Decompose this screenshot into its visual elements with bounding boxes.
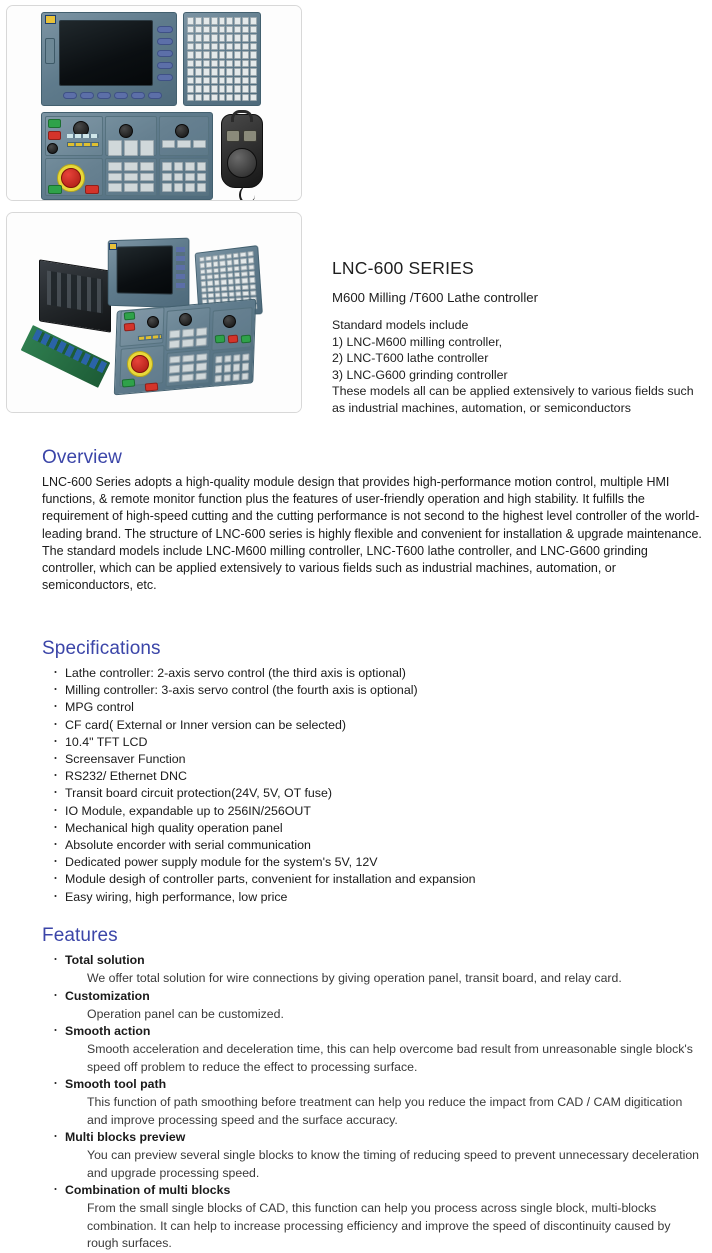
operation-panel-power-on-button [48, 185, 62, 194]
list-item: ・ 10.4" TFT LCD [52, 734, 704, 751]
operation-panel-axis-selector-knob [179, 313, 192, 326]
feature-description: Operation panel can be customized. [87, 1006, 284, 1021]
operation-panel-mode-selector-knob [47, 143, 58, 154]
operation-panel-jog-keypad [169, 327, 207, 348]
display-unit-lcd [117, 245, 173, 294]
operation-panel-numpad-left [169, 353, 208, 382]
overview-paragraph-2: The standard models include LNC-M600 milling controller, LNC-T600 lathe controller, and LNC-G600 grinding controller, which can be applied extensively to various fields such as industrial machines, automation, or semiconductors, etc. [42, 543, 648, 593]
product-model-line-0: Standard models include [332, 318, 469, 332]
list-item [52, 952, 704, 988]
specifications-heading: Specifications [42, 638, 161, 659]
display-unit-lcd [59, 20, 153, 86]
product-note: These models all can be applied extensively to various fields such as industrial machines, automation, or semiconductors [332, 384, 694, 415]
feature-title: Combination of multi blocks [65, 1183, 231, 1198]
feature-description: Smooth acceleration and deceleration time, this can help overcome bad result from unreasonable single block's speed off problem to reduce the effect to processing surface. [87, 1042, 693, 1074]
list-item: ・ Absolute encorder with serial communication [52, 837, 704, 854]
list-item: ・ Module desigh of controller parts, convenient for installation and expansion [52, 871, 704, 888]
display-softkey-bottom-2 [80, 92, 94, 99]
list-item: ・ Milling controller: 3-axis servo control (the fourth axis is optional) [52, 682, 704, 699]
feature-title: Total solution [65, 953, 145, 967]
overview-section [42, 447, 704, 594]
feature-description: You can preview several single blocks to know the timing of reducing speed to prevent unnecessary deceleration and upgrade processing speed. [87, 1148, 700, 1180]
features-section [42, 925, 704, 1253]
operation-panel-jog-keypad [108, 140, 154, 156]
list-item: ・ Mechanical high quality operation panel [52, 820, 704, 837]
list-item: ・ Screensaver Function [52, 751, 704, 768]
display-softkey-bottom-4 [114, 92, 128, 99]
display-softkey-right-5 [157, 74, 173, 81]
features-heading: Features [42, 925, 118, 946]
operation-panel-cycle-start-button [48, 119, 61, 128]
mpg-axis-selector-right [243, 130, 257, 142]
mpg-handwheel-dial [227, 148, 257, 178]
display-softkey-bottom-6 [148, 92, 162, 99]
display-softkey-right-4 [157, 62, 173, 69]
operation-panel-mode-selector-knob [147, 316, 159, 328]
emergency-stop-button [61, 168, 81, 188]
list-item [52, 1129, 704, 1182]
display-unit-logo [45, 15, 56, 24]
operation-panel-power-on-button [122, 378, 136, 387]
list-item [52, 1023, 704, 1076]
operation-panel-spindle-keypad [162, 140, 206, 148]
operation-panel-led-row [67, 134, 99, 138]
mpg-cable [239, 186, 255, 201]
product-model-list [332, 317, 706, 417]
operation-panel-power-off-button [145, 382, 159, 391]
display-unit-card-slot [45, 38, 55, 64]
list-item: ・ Easy wiring, high performance, low price [52, 889, 704, 906]
list-item: ・ Lathe controller: 2-axis servo control (the third axis is optional) [52, 665, 704, 682]
specifications-section [42, 638, 704, 906]
list-item [52, 1182, 704, 1252]
feature-title: Smooth tool path [65, 1077, 167, 1092]
operation-panel-power-off-button [85, 185, 99, 194]
display-softkey-right-3 [157, 50, 173, 57]
display-softkey-bottom-1 [63, 92, 77, 99]
operation-panel-axis-selector-knob [119, 124, 133, 138]
operation-panel-cycle-start-button [124, 312, 136, 321]
operation-panel-spindle-override-knob [175, 124, 189, 138]
emergency-stop-button [131, 355, 149, 373]
list-item: ・ Transit board circuit protection(24V, 5V, OT fuse) [52, 785, 704, 802]
keyboard-key-grid [187, 17, 257, 101]
overview-heading: Overview [42, 447, 122, 468]
cnc-parts-front-view [7, 6, 301, 200]
feature-description: From the small single blocks of CAD, this function can help you process across single block, multi-blocks combination. It can help to increase processing efficiency and improve the speed of discontinuity caused by rough surfaces. [87, 1201, 671, 1251]
list-item: ・ MPG control [52, 699, 704, 716]
operation-panel-numpad-right [215, 353, 250, 382]
operation-panel-spindle-ccw-button [241, 335, 252, 344]
display-unit-softkeys [176, 247, 185, 291]
product-image-top[interactable] [6, 5, 302, 201]
display-unit-logo [109, 243, 117, 250]
product-model-line-1: 1) LNC-M600 milling controller, [332, 334, 503, 349]
list-item: ・ RS232/ Ethernet DNC [52, 768, 704, 785]
list-item [52, 1076, 704, 1129]
cnc-parts-perspective-view [7, 213, 301, 412]
list-item [52, 988, 704, 1024]
operation-panel-feed-hold-button [124, 323, 136, 332]
operation-panel-feed-hold-button [48, 131, 61, 140]
display-softkey-bottom-5 [131, 92, 145, 99]
operation-panel-numpad-left [108, 162, 154, 192]
display-softkey-right-1 [157, 26, 173, 33]
operation-panel-numpad-right [162, 162, 206, 192]
mpg-handle [231, 110, 253, 122]
display-softkey-bottom-3 [97, 92, 111, 99]
operation-panel-indicator-lamps [67, 142, 99, 147]
list-item: ・ CF card( External or Inner version can be selected) [52, 717, 704, 734]
product-title: LNC-600 SERIES [332, 258, 474, 278]
feature-description: We offer total solution for wire connections by giving operation panel, transit board, and relay card. [87, 971, 622, 986]
display-softkey-right-2 [157, 38, 173, 45]
mpg-axis-selector-left [226, 130, 240, 142]
product-image-bottom[interactable] [6, 212, 302, 413]
operation-panel-spindle-override-knob [223, 315, 236, 328]
specifications-list [42, 665, 704, 906]
product-subtitle: M600 Milling /T600 Lathe controller [332, 290, 538, 305]
feature-title: Customization [65, 988, 150, 1003]
list-item: ・ IO Module, expandable up to 256IN/256OUT [52, 803, 704, 820]
features-list [42, 952, 704, 1253]
overview-paragraph-1: LNC-600 Series adopts a high-quality module design that provides high-performance motion control, multiple HMI functions, & remote monitor function plus the features of user-friendly operation and high stability. It fulfills the requirement of high-speed cutting and the cutting performance is not second to the highest level controller of the world-leading brand. The structure of LNC-600 series is highly flexible and convenient for installation & upgrade maintenance. [42, 475, 702, 541]
feature-description: This function of path smoothing before treatment can help you reduce the impact from CAD / CAM digitication and improve processing speed and the surface accuracy. [87, 1095, 683, 1127]
product-heading-block [332, 258, 706, 417]
operation-panel-zone-spindle [211, 307, 252, 351]
feature-title: Multi blocks preview [65, 1130, 186, 1145]
operation-panel-spindle-stop-button [228, 335, 239, 344]
feature-title: Smooth action [65, 1024, 151, 1039]
list-item: ・ Dedicated power supply module for the system's 5V, 12V [52, 854, 704, 871]
operation-panel-spindle-cw-button [215, 335, 226, 344]
product-model-line-2: 2) LNC-T600 lathe controller [332, 351, 489, 366]
product-model-line-3: 3) LNC-G600 grinding controller [332, 367, 508, 382]
